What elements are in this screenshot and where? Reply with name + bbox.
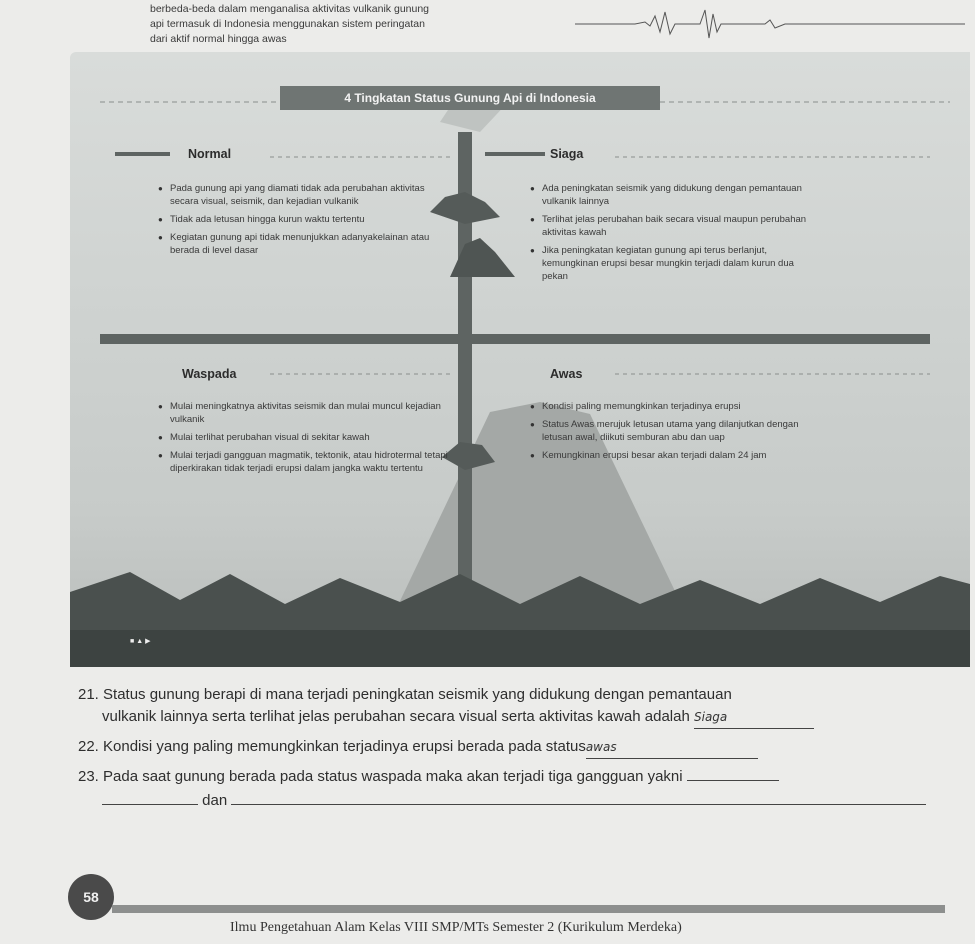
volcano-status-infographic: [70, 52, 970, 667]
normal-title: Normal: [188, 147, 232, 161]
list-item: ● Mulai terjadi gangguan magmatik, tektonik, atau hidrotermal tetapi diperkirakan tidak terjadi erupsi dalam jangka waktu tertentu: [158, 449, 453, 475]
youtube-icon: ▶: [145, 638, 151, 645]
list-item: ● Status Awas merujuk letusan utama yang dilanjutkan dengan letusan awal, diikuti semburan abu dan uap: [530, 418, 815, 444]
seismograph-illustration: [575, 2, 965, 42]
list-item: ● Kegiatan gunung api tidak menunjukkan adanyakelainan atau berada di level dasar: [158, 231, 443, 257]
waspada-title: Waspada: [182, 367, 237, 381]
siaga-title: Siaga: [550, 147, 584, 161]
question-22-text: 22. Kondisi yang paling memungkinkan terjadinya erupsi berada pada status: [78, 738, 586, 755]
list-item: ● Jika peningkatan kegiatan gunung api terus berlanjut, kemungkinan erupsi besar mungkin terjadi dalam kurun dua pekan: [530, 244, 815, 283]
normal-list: [158, 182, 443, 262]
list-item: ● Terlihat jelas perubahan baik secara visual maupun perubahan aktivitas kawah: [530, 213, 815, 239]
intro-paragraph: [150, 2, 590, 47]
siaga-list: [530, 182, 815, 288]
waspada-list: [158, 400, 453, 480]
list-item: ● Tidak ada letusan hingga kurun waktu tertentu: [158, 213, 443, 226]
awas-list: [530, 400, 815, 467]
page-number: 58: [68, 874, 114, 920]
social-icons: [130, 637, 150, 645]
facebook-icon: ■: [130, 638, 135, 645]
answer-22-value: awas: [585, 740, 617, 754]
intro-line: dari aktif normal hingga awas: [150, 33, 287, 45]
answer-22-field[interactable]: [586, 736, 758, 759]
infographic-background: [70, 52, 970, 667]
list-item: ● Pada gunung api yang diamati tidak ada perubahan aktivitas secara visual, seismik, dan kejadian vulkanik: [158, 182, 443, 208]
list-item: ● Kondisi paling memungkinkan terjadinya erupsi: [530, 400, 815, 413]
list-item: ● Ada peningkatan seismik yang didukung dengan pemantauan vulkanik lainnya: [530, 182, 815, 208]
infographic-banner: 4 Tingkatan Status Gunung Api di Indonesia: [280, 86, 660, 110]
question-21-line2: [102, 706, 814, 729]
intro-line: berbeda-beda dalam menganalisa aktivitas vulkanik gunung: [150, 3, 430, 15]
list-item: ● Mulai meningkatnya aktivitas seismik dan mulai muncul kejadian vulkanik: [158, 400, 453, 426]
question-23-dan: dan: [202, 792, 228, 809]
question-23: [78, 766, 779, 788]
footer-bar: [112, 905, 945, 913]
answer-23c-field[interactable]: [231, 804, 926, 805]
question-23-line2: [102, 790, 926, 812]
question-22: [78, 736, 758, 759]
question-21-text: vulkanik lainnya serta terlihat jelas perubahan secara visual serta aktivitas kawah adalah: [102, 708, 690, 725]
question-21-line1: 21. Status gunung berapi di mana terjadi peningkatan seismik yang didukung dengan pemantauan: [78, 686, 732, 703]
answer-23a-field[interactable]: [687, 780, 779, 781]
twitter-icon: ▲: [136, 638, 144, 645]
answer-23b-field[interactable]: [102, 804, 198, 805]
question-23-text: 23. Pada saat gunung berada pada status waspada maka akan terjadi tiga gangguan yakni: [78, 768, 683, 785]
intro-line: api termasuk di Indonesia menggunakan sistem peringatan: [150, 18, 425, 30]
answer-21-field[interactable]: [694, 706, 814, 729]
awas-title: Awas: [550, 367, 583, 381]
list-item: ● Kemungkinan erupsi besar akan terjadi dalam 24 jam: [530, 449, 815, 462]
list-item: ● Mulai terlihat perubahan visual di sekitar kawah: [158, 431, 453, 444]
answer-21-value: Siaga: [694, 710, 728, 724]
book-title: Ilmu Pengetahuan Alam Kelas VIII SMP/MTs Semester 2 (Kurikulum Merdeka): [230, 920, 682, 935]
